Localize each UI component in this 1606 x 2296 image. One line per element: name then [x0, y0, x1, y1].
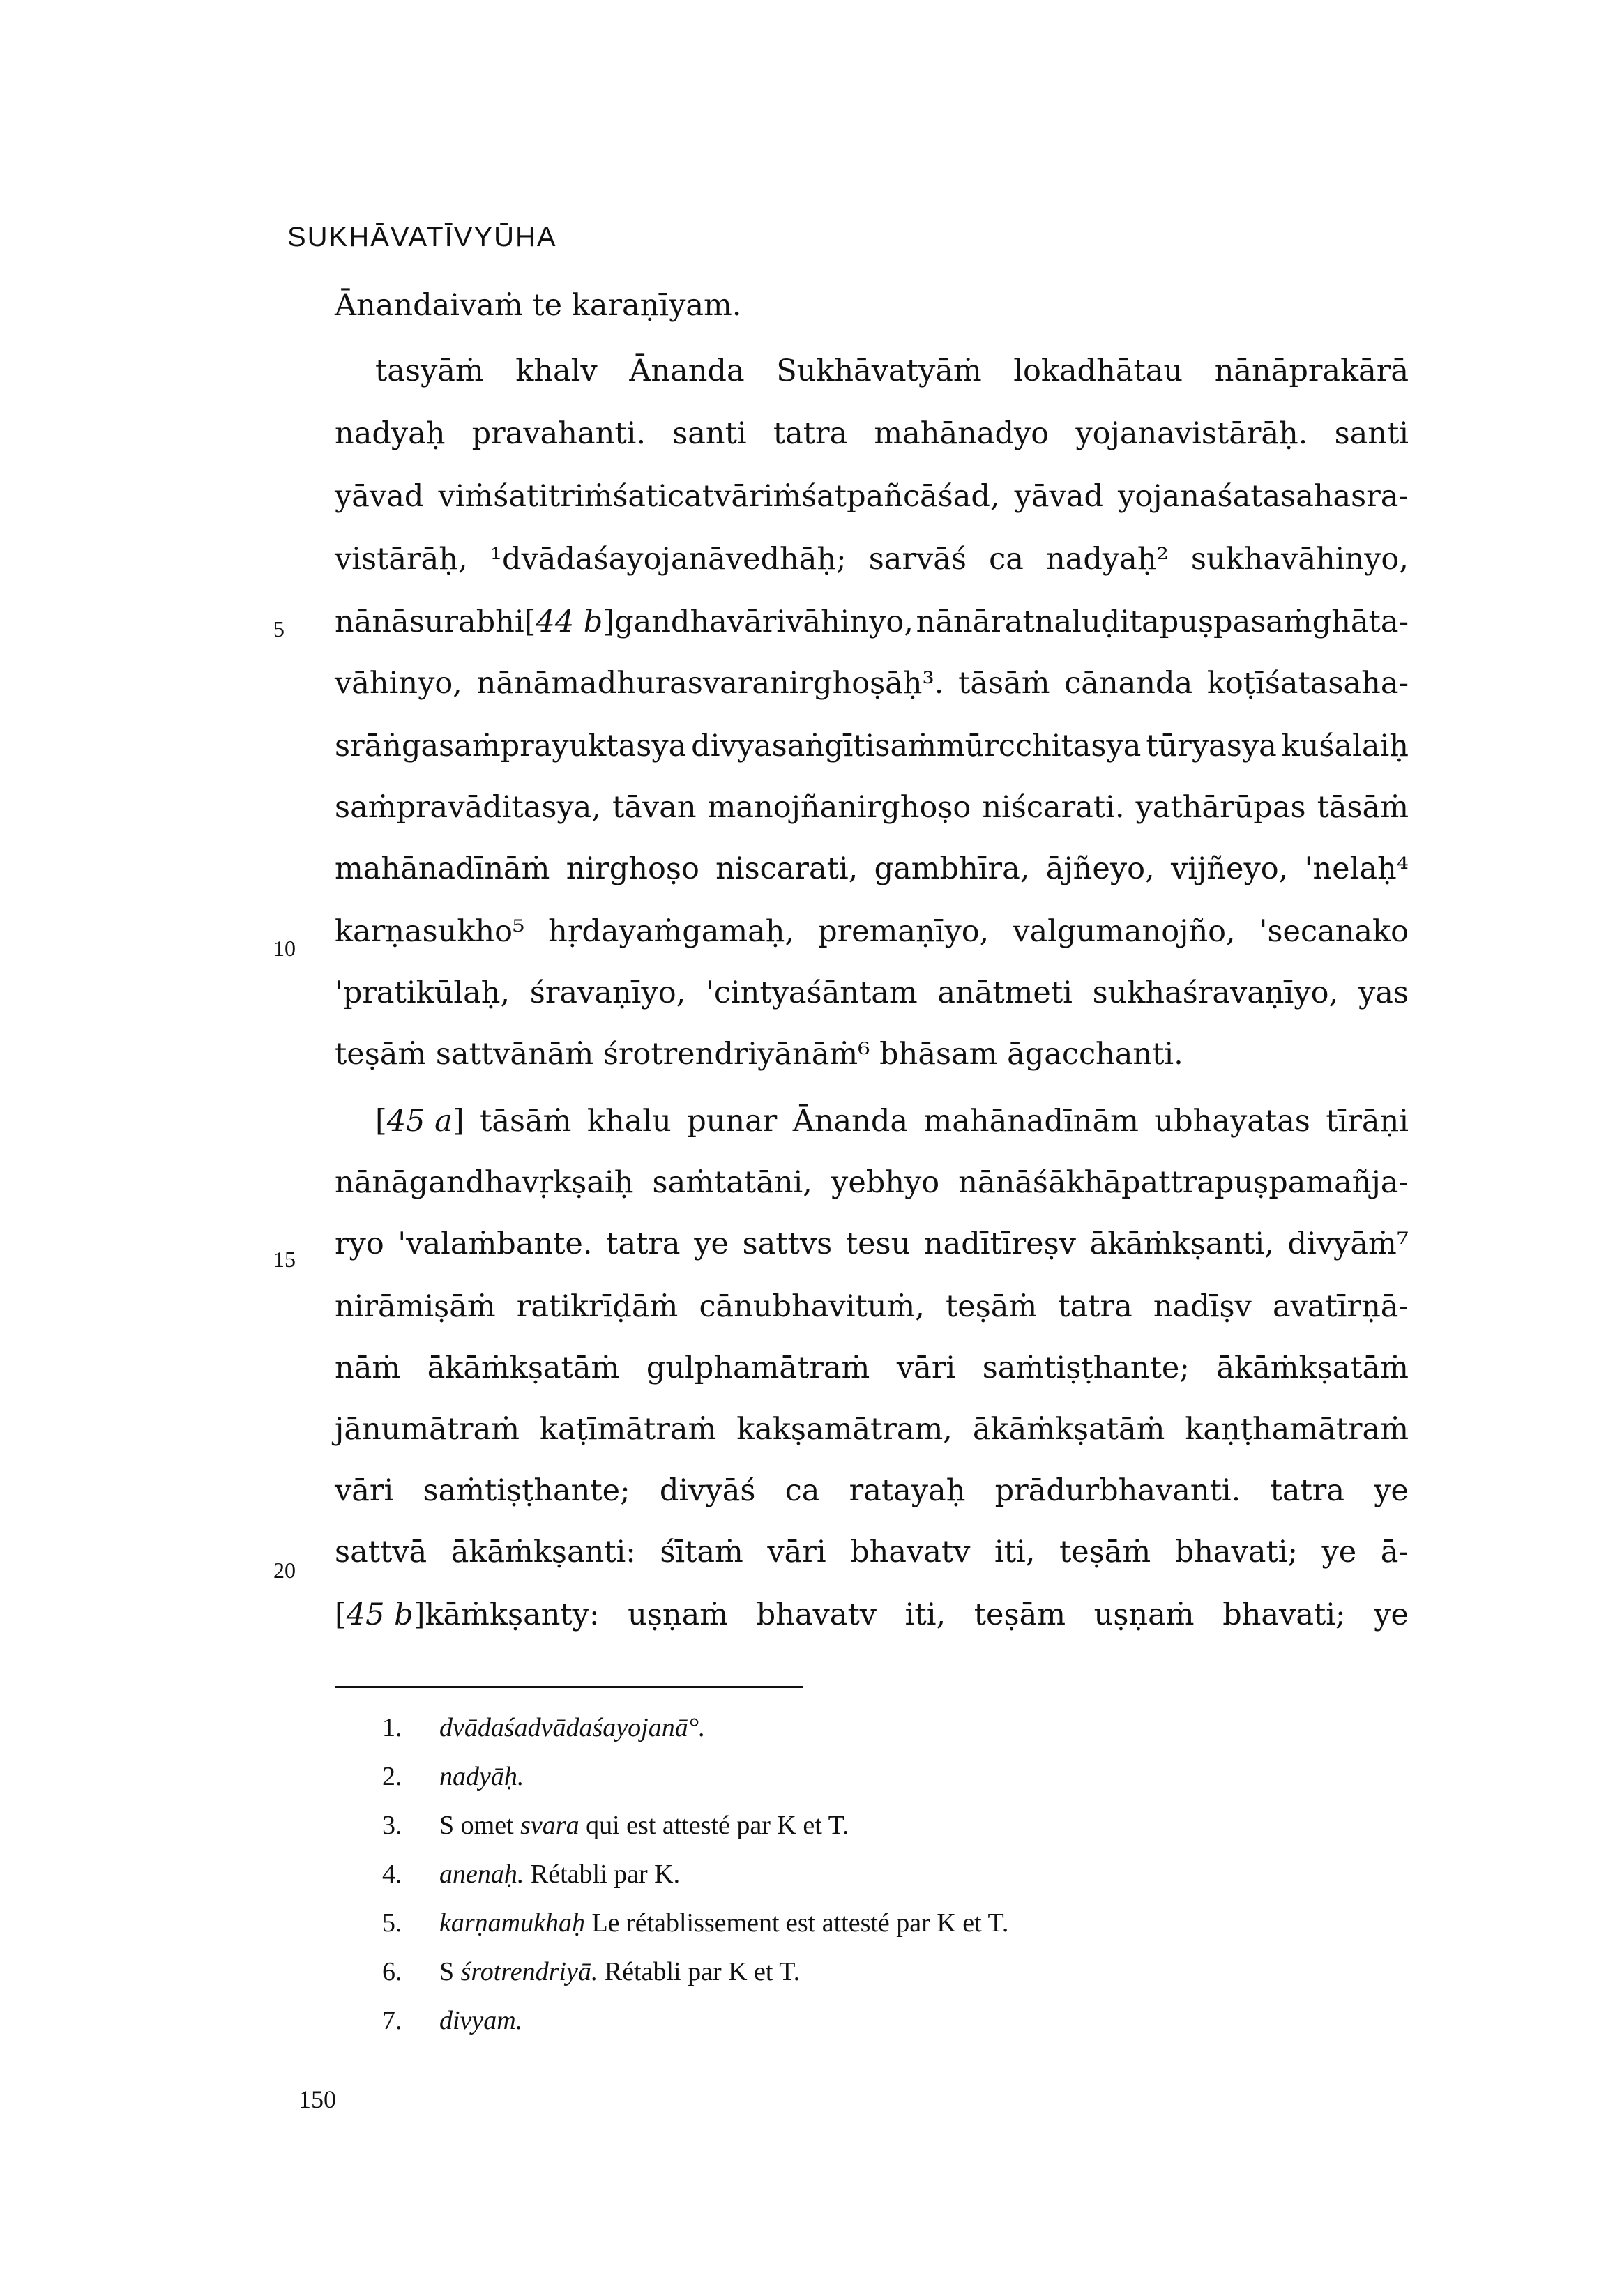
footnote-rule [335, 1686, 803, 1688]
text-line [335, 531, 1409, 587]
footnote-number: 5. [382, 1908, 402, 1938]
word: divyāś [659, 1473, 756, 1508]
footnote [382, 1707, 705, 1749]
word: yas [1358, 975, 1409, 1010]
word: bhavatv [756, 1597, 877, 1632]
text-line [335, 1587, 1409, 1643]
word: [45 b]kāṁkṣanty: [335, 1597, 600, 1632]
word: tatra [773, 416, 848, 451]
word: yojanaśatasahasra- [1118, 479, 1409, 514]
word: vāri [335, 1473, 394, 1508]
text-line [335, 594, 1409, 650]
word: khalv [515, 353, 598, 388]
word: nadyaḥ [335, 416, 446, 451]
footnote-number: 1. [382, 1713, 402, 1742]
word: bhavatv [850, 1535, 971, 1569]
word: jānumātraṁ [335, 1412, 520, 1447]
word: ye [1374, 1473, 1409, 1508]
word: tesu [845, 1226, 911, 1261]
text-line [335, 1216, 1409, 1272]
word: lokadhātau [1013, 353, 1183, 388]
word: tīrāṇi [1326, 1104, 1409, 1139]
word: kakṣamātram, [736, 1412, 953, 1447]
word: ratayaḥ [849, 1473, 966, 1508]
page-number: 150 [298, 2085, 336, 2113]
word: ye [1374, 1597, 1409, 1632]
footnote-number: 7. [382, 2006, 402, 2035]
word: ratikrīḍāṁ [516, 1289, 679, 1324]
word: vijñeyo, [1170, 851, 1289, 886]
word: nadītīreṣv [923, 1226, 1076, 1261]
line-number: 15 [273, 1247, 296, 1272]
word: koṭīśatasaha- [1206, 666, 1409, 701]
word: saṁtatāni, [652, 1165, 812, 1200]
word: mahānadīnām [923, 1104, 1139, 1139]
word: karṇasukho⁵ [335, 914, 525, 949]
line-number: 20 [273, 1558, 296, 1583]
word: nadyaḥ² [1046, 542, 1169, 577]
word: punar [687, 1104, 778, 1139]
word: santi [672, 416, 747, 451]
word: ā- [1380, 1535, 1409, 1569]
word: tatra [606, 1226, 681, 1261]
word: cānanda [1064, 666, 1193, 701]
footnote-text: karṇamukhaḥ Le rétablissement est attesté par K et T. [439, 1908, 1009, 1938]
word: ye [694, 1226, 729, 1261]
word: ca [989, 542, 1024, 577]
text-line [335, 841, 1409, 897]
text-line [335, 965, 1409, 1021]
word: santi [1334, 416, 1409, 451]
word: ¹dvādaśayojanāvedhāḥ; [490, 542, 847, 577]
word: [45 a] [375, 1104, 464, 1139]
word: saṁtiṣṭhante; [423, 1473, 630, 1508]
word: tasyāṁ [375, 353, 484, 388]
word: teṣām [974, 1597, 1066, 1632]
word: nānāgandhavṛkṣaiḥ [335, 1165, 634, 1200]
word: tāsāṁ [958, 666, 1050, 701]
word: tāsāṁ [480, 1104, 572, 1139]
word: yebhyo [831, 1165, 940, 1200]
word: ākāṁkṣatāṁ [427, 1351, 620, 1385]
word: nānāmadhurasvaranirghoṣāḥ³. [476, 666, 944, 701]
word: avatīrṇā- [1272, 1289, 1409, 1324]
text-line [335, 904, 1409, 959]
word: ubhayatas [1154, 1104, 1310, 1139]
word: nadīṣv [1153, 1289, 1252, 1324]
word: nirāmiṣāṁ [335, 1289, 496, 1324]
word: ājñeyo, [1045, 851, 1155, 886]
word: premaṇīyo, [818, 914, 990, 949]
word: 'pratikūlaḥ, [335, 975, 510, 1010]
footnote-text: nadyāḥ. [439, 1762, 524, 1791]
word: saṁpravāditasya, [335, 790, 601, 825]
word: sukhaśravaṇīyo, [1092, 975, 1339, 1010]
footnote [382, 1853, 680, 1895]
word: iti, [994, 1535, 1036, 1569]
word: kaṇṭhamātraṁ [1185, 1412, 1409, 1447]
word: 'secanako [1259, 914, 1409, 949]
word: ye [1321, 1535, 1357, 1569]
footnote-text: anenaḥ. Rétabli par K. [439, 1860, 681, 1889]
text-line [375, 343, 1409, 399]
footnote [382, 1756, 524, 1797]
word: iti, [904, 1597, 946, 1632]
word: niscarati, [715, 851, 858, 886]
word: prādurbhavanti. [994, 1473, 1241, 1508]
footnote-text: S śrotrendriyā. Rétabli par K et T. [439, 1957, 801, 1986]
word: 'nelaḥ⁴ [1304, 851, 1409, 886]
text-line [335, 1524, 1409, 1580]
word: yāvad [335, 479, 424, 514]
footnote [382, 1804, 849, 1846]
word: ryo [335, 1226, 384, 1261]
text-line [335, 278, 1409, 333]
word: srāṅgasaṁprayuktasya [335, 729, 687, 763]
line-number: 10 [273, 936, 296, 961]
word: tatra [1058, 1289, 1132, 1324]
word: uṣṇaṁ [1093, 1597, 1195, 1632]
word: nānāratnaluḍitapuṣpasaṁghāta- [916, 605, 1409, 639]
word: 'cintyaśāntam [706, 975, 918, 1010]
footnote-text: divyam. [439, 2006, 523, 2035]
word: tatra [1270, 1473, 1344, 1508]
footnote-number: 4. [382, 1860, 402, 1889]
text-line [375, 1093, 1409, 1149]
word: 'valaṁbante. [397, 1226, 593, 1261]
footnote-number: 6. [382, 1957, 402, 1986]
word: tāsāṁ [1317, 790, 1409, 825]
word: yojanavistārāḥ. [1075, 416, 1308, 451]
word: mahānadīnāṁ [335, 851, 550, 886]
footnote [382, 2000, 522, 2042]
word: ākāṁkṣatāṁ [1216, 1351, 1409, 1385]
word: cānubhavituṁ, [699, 1289, 925, 1324]
word: divyasaṅgītisaṁmūrcchitasya [691, 729, 1142, 763]
word: anātmeti [937, 975, 1073, 1010]
footnote [382, 1902, 1008, 1944]
word: niścarati. [982, 790, 1125, 825]
word: khalu [586, 1104, 672, 1139]
word: viṁśatitriṁśaticatvāriṁśatpañcāśad, [438, 479, 1000, 514]
text-line [335, 1463, 1409, 1519]
word: nirghoṣo [566, 851, 699, 886]
word: sattvs [742, 1226, 833, 1261]
text-line [335, 780, 1409, 835]
word: nānāprakārā [1214, 353, 1409, 388]
word: gambhīra, [874, 851, 1030, 886]
text-line [335, 655, 1409, 711]
word: vistārāḥ, [335, 542, 468, 577]
word: śītaṁ [660, 1535, 743, 1569]
word: teṣāṁ [1059, 1535, 1151, 1569]
word: divyāṁ⁷ [1287, 1226, 1409, 1261]
word: tūryasya [1146, 729, 1277, 763]
text-line [335, 1279, 1409, 1335]
word: sattvā [335, 1535, 427, 1569]
text-line [335, 718, 1409, 774]
word: bhavati; [1174, 1535, 1298, 1569]
word: kuśalaiḥ [1281, 729, 1409, 763]
word: mahānadyo [874, 416, 1050, 451]
footnote-text: dvādaśadvādaśayojanā°. [439, 1713, 706, 1742]
word: ca [785, 1473, 820, 1508]
word: nānāsurabhi[44 b]gandhavārivāhinyo, [335, 605, 914, 639]
word: Ānanda [629, 353, 745, 388]
word: ākāṁkṣanti: [450, 1535, 636, 1569]
word: ākāṁkṣatāṁ [972, 1412, 1165, 1447]
word: ākāṁkṣanti, [1089, 1226, 1274, 1261]
text-line [335, 1155, 1409, 1210]
footnote-number: 3. [382, 1811, 402, 1840]
word: śravaṇīyo, [529, 975, 686, 1010]
word: Ānanda [792, 1104, 909, 1139]
word: nānāśākhāpattrapuṣpamañja- [958, 1165, 1409, 1200]
word: vāhinyo, [335, 666, 462, 701]
text-line [335, 406, 1409, 462]
word: yāvad [1014, 479, 1103, 514]
word: sukhavāhinyo, [1190, 542, 1409, 577]
word: teṣāṁ sattvānāṁ śrotrendriyānāṁ⁶ bhāsam āgacchanti. [335, 1037, 1183, 1072]
text-line [335, 1026, 1409, 1082]
running-head: SUKHĀVATĪVYŪHA [287, 222, 557, 252]
word: yathārūpas [1135, 790, 1306, 825]
footnote [382, 1951, 800, 1993]
word: teṣāṁ [946, 1289, 1038, 1324]
word: uṣṇaṁ [628, 1597, 728, 1632]
word: nāṁ [335, 1351, 401, 1385]
text-line [335, 1401, 1409, 1457]
word: Sukhāvatyāṁ [776, 353, 982, 388]
footnote-text: S omet svara qui est attesté par K et T. [439, 1811, 849, 1840]
word: bhavati; [1222, 1597, 1346, 1632]
word: kaṭīmātraṁ [539, 1412, 717, 1447]
line-number: 5 [273, 616, 285, 641]
word: vāri [767, 1535, 826, 1569]
word: gulphamātraṁ [646, 1351, 870, 1385]
word: manojñanirghoṣo [707, 790, 971, 825]
word: hṛdayaṁgamaḥ, [548, 914, 795, 949]
word: Ānandaivaṁ te karaṇīyam. [335, 288, 742, 323]
text-line [335, 1340, 1409, 1396]
text-line [335, 469, 1409, 524]
word: pravahanti. [471, 416, 646, 451]
word: valgumanojño, [1013, 914, 1236, 949]
word: sarvāś [868, 542, 967, 577]
word: saṁtiṣṭhante; [982, 1351, 1190, 1385]
word: vāri [896, 1351, 956, 1385]
word: tāvan [612, 790, 697, 825]
footnote-number: 2. [382, 1762, 402, 1791]
